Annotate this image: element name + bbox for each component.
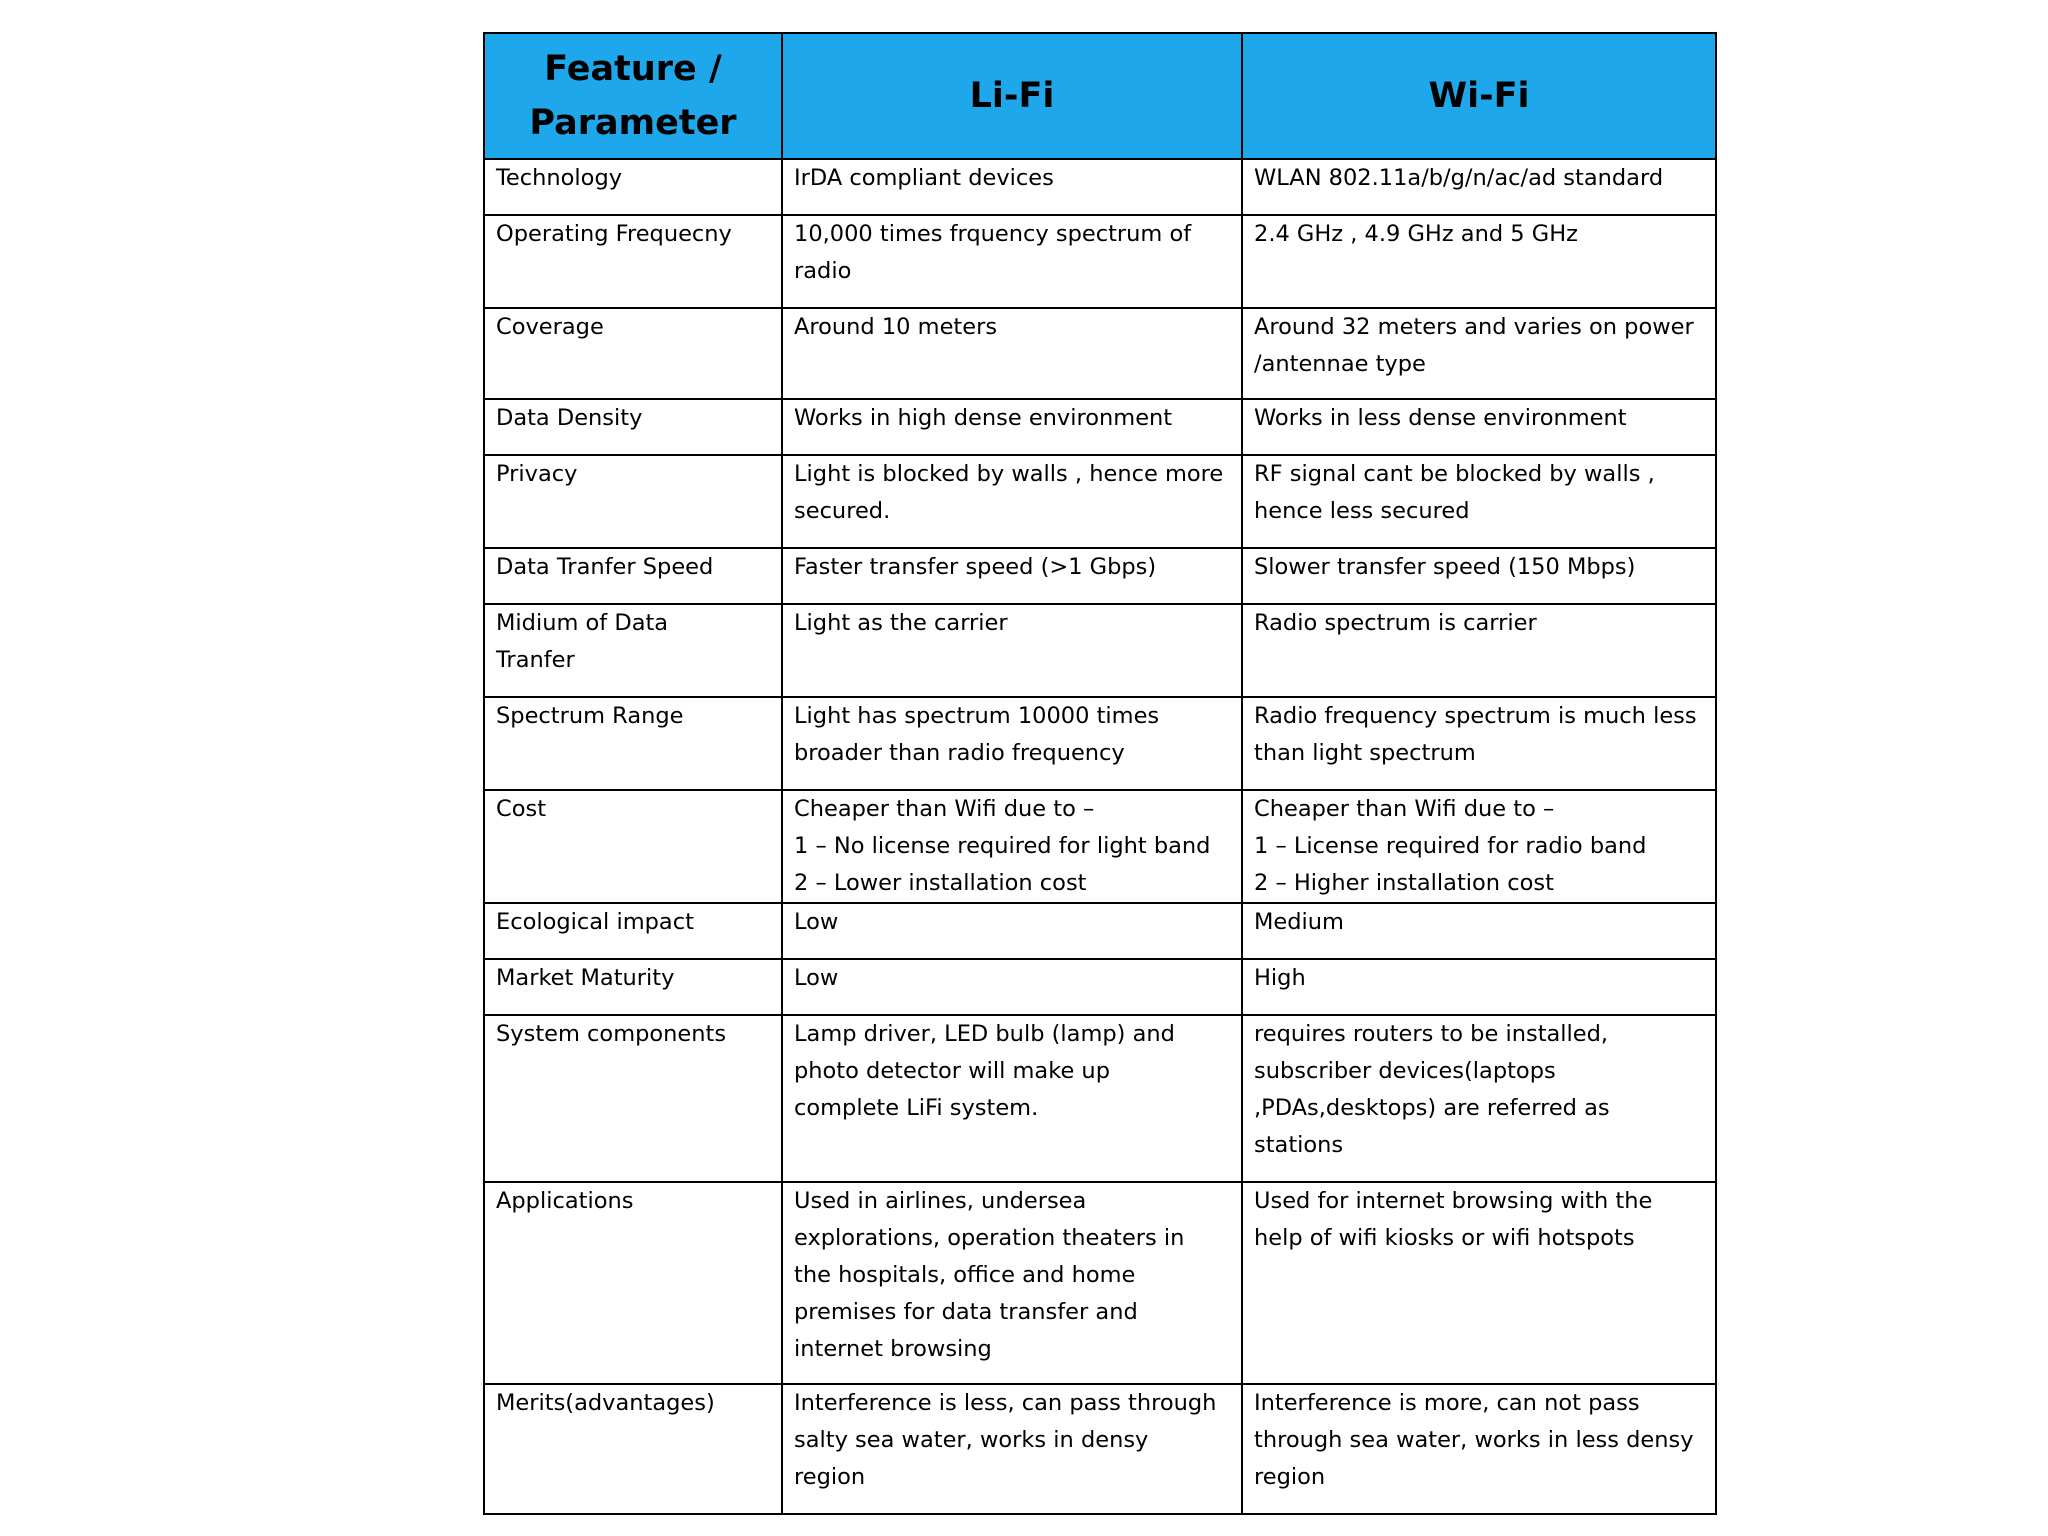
cell-text-line: Radio spectrum is carrier [1254,610,1537,636]
wifi-cell [1242,1384,1716,1514]
cell-text-line: subscriber devices(laptops [1254,1058,1556,1084]
feature-cell [484,399,782,455]
lifi-cell [782,159,1242,215]
wifi-cell [1242,215,1716,308]
feature-cell [484,903,782,959]
cell-text-line: Medium [1254,909,1344,935]
cell-text-line: Operating Frequecny [496,221,732,247]
table-row [484,308,1716,399]
cell-text-line: WLAN 802.11a/b/g/n/ac/ad standard [1254,165,1664,191]
cell-text-line: photo detector will make up [794,1058,1110,1084]
cell-text-line: Interference is more, can not pass [1254,1390,1640,1416]
wifi-cell [1242,548,1716,604]
cell-text-line: Ecological impact [496,909,694,935]
cell-text-line: Privacy [496,461,578,487]
table-row [484,790,1716,903]
wifi-cell [1242,159,1716,215]
header-feature-line-1: Feature / [544,49,722,89]
cell-text-line: Faster transfer speed (>1 Gbps) [794,554,1157,580]
feature-cell [484,790,782,903]
cell-text-line: through sea water, works in less densy [1254,1427,1694,1453]
cell-text-line: High [1254,965,1306,991]
cell-text-line: ,PDAs,desktops) are referred as [1254,1095,1610,1121]
cell-text-line: secured. [794,498,891,524]
cell-text-line: Light as the carrier [794,610,1008,636]
cell-text-line: hence less secured [1254,498,1470,524]
lifi-cell [782,959,1242,1015]
feature-cell [484,1384,782,1514]
table-row [484,159,1716,215]
wifi-cell [1242,959,1716,1015]
wifi-cell [1242,1182,1716,1384]
table-row [484,1182,1716,1384]
table-row [484,215,1716,308]
table-row [484,959,1716,1015]
cell-text-line: Technology [496,165,623,191]
cell-text-line: internet browsing [794,1336,992,1362]
header-lifi: Li-Fi [782,33,1242,159]
cell-text-line: Data Tranfer Speed [496,554,714,580]
header-row [484,33,1716,159]
header-feature [484,33,782,159]
lifi-cell [782,215,1242,308]
cell-text-line: Data Density [496,405,643,431]
cell-text-line: Slower transfer speed (150 Mbps) [1254,554,1636,580]
wifi-cell [1242,604,1716,697]
cell-text-line: region [794,1464,866,1490]
cell-text-line: region [1254,1464,1326,1490]
cell-text-line: the hospitals, office and home [794,1262,1136,1288]
cell-text-line: 2 – Lower installation cost [794,870,1087,896]
cell-text-line: help of wifi kiosks or wifi hotspots [1254,1225,1635,1251]
wifi-cell [1242,1015,1716,1182]
table-header [484,33,1716,159]
feature-cell [484,548,782,604]
feature-cell [484,604,782,697]
table-body [484,159,1716,1514]
feature-cell [484,215,782,308]
lifi-cell [782,399,1242,455]
lifi-cell [782,697,1242,790]
cell-text-line: Applications [496,1188,634,1214]
lifi-cell [782,548,1242,604]
cell-text-line: 10,000 times frquency spectrum of [794,221,1192,247]
cell-text-line: 2.4 GHz , 4.9 GHz and 5 GHz [1254,221,1578,247]
lifi-cell [782,903,1242,959]
lifi-cell [782,1384,1242,1514]
lifi-cell [782,1015,1242,1182]
wifi-cell [1242,903,1716,959]
table-row [484,1015,1716,1182]
cell-text-line: Tranfer [496,647,575,673]
cell-text-line: Cost [496,796,547,822]
table-row [484,1384,1716,1514]
cell-text-line: Merits(advantages) [496,1390,715,1416]
table-row [484,548,1716,604]
feature-cell [484,959,782,1015]
feature-cell [484,159,782,215]
cell-text-line: 1 – No license required for light band [794,833,1211,859]
feature-cell [484,697,782,790]
cell-text-line: Lamp driver, LED bulb (lamp) and [794,1021,1175,1047]
lifi-cell [782,604,1242,697]
comparison-table [483,32,1717,1515]
cell-text-line: /antennae type [1254,351,1426,377]
cell-text-line: Used for internet browsing with the [1254,1188,1653,1214]
cell-text-line: explorations, operation theaters in [794,1225,1185,1251]
table-row [484,697,1716,790]
cell-text-line: IrDA compliant devices [794,165,1054,191]
lifi-cell [782,455,1242,548]
feature-cell [484,1015,782,1182]
header-wifi: Wi-Fi [1242,33,1716,159]
cell-text-line: Coverage [496,314,604,340]
cell-text-line: Low [794,909,839,935]
cell-text-line: Works in less dense environment [1254,405,1627,431]
cell-text-line: salty sea water, works in densy [794,1427,1149,1453]
cell-text-line: Interference is less, can pass through [794,1390,1217,1416]
table-row [484,399,1716,455]
cell-text-line: Around 10 meters [794,314,998,340]
lifi-cell [782,308,1242,399]
cell-text-line: radio [794,258,852,284]
cell-text-line: Light has spectrum 10000 times [794,703,1160,729]
cell-text-line: complete LiFi system. [794,1095,1039,1121]
wifi-cell [1242,455,1716,548]
cell-text-line: Light is blocked by walls , hence more [794,461,1224,487]
wifi-cell [1242,697,1716,790]
cell-text-line: premises for data transfer and [794,1299,1138,1325]
cell-text-line: than light spectrum [1254,740,1476,766]
cell-text-line: Market Maturity [496,965,675,991]
table-row [484,604,1716,697]
wifi-cell [1242,790,1716,903]
cell-text-line: Radio frequency spectrum is much less [1254,703,1697,729]
lifi-cell [782,1182,1242,1384]
header-feature-line-2: Parameter [529,103,737,143]
cell-text-line: broader than radio frequency [794,740,1125,766]
table-row [484,455,1716,548]
cell-text-line: RF signal cant be blocked by walls , [1254,461,1655,487]
cell-text-line: Works in high dense environment [794,405,1173,431]
cell-text-line: 1 – License required for radio band [1254,833,1647,859]
cell-text-line: Used in airlines, undersea [794,1188,1087,1214]
cell-text-line: 2 – Higher installation cost [1254,870,1554,896]
wifi-cell [1242,399,1716,455]
cell-text-line: stations [1254,1132,1344,1158]
wifi-cell [1242,308,1716,399]
feature-cell [484,308,782,399]
cell-text-line: Low [794,965,839,991]
cell-text-line: Midium of Data [496,610,669,636]
lifi-cell [782,790,1242,903]
cell-text-line: Around 32 meters and varies on power [1254,314,1694,340]
cell-text-line: Spectrum Range [496,703,684,729]
feature-cell [484,455,782,548]
cell-text-line: Cheaper than Wifi due to – [794,796,1095,822]
cell-text-line: Cheaper than Wifi due to – [1254,796,1555,822]
table-row [484,903,1716,959]
cell-text-line: System components [496,1021,727,1047]
feature-cell [484,1182,782,1384]
cell-text-line: requires routers to be installed, [1254,1021,1609,1047]
